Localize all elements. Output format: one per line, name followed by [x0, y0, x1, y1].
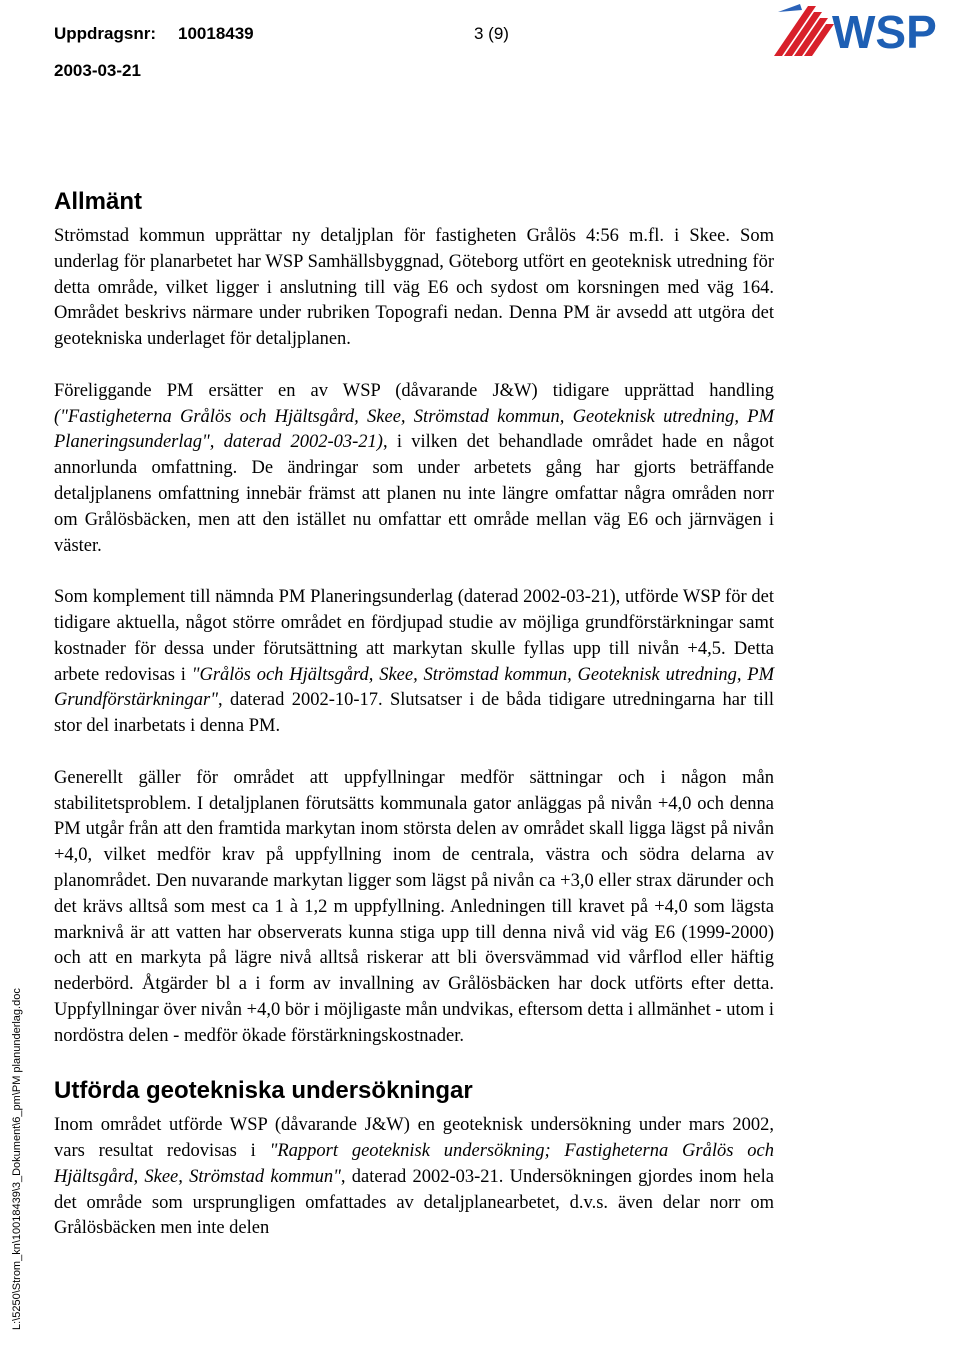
- text-run: Som komplement till nämnda PM Planeringsunderlag (daterad 2002-03-21), utförde WSP för det tidigare aktuella, något större området en fördjupad studie av möjliga grundförstärkningar samt kostnader för dessa under förutsättning att markytan skulle fyllas upp till nivån +4,5. Detta arbete redovisas i: [54, 587, 774, 685]
- italic-reference: ("Fastigheterna Grålös och Hjältsgård, Skee, Strömstad kommun, Geoteknisk utredning, PM Planeringsunderlag", daterad 2002-03-21): [54, 406, 774, 453]
- header-page-number: 3 (9): [474, 24, 509, 43]
- header-date: 2003-03-21: [54, 61, 141, 80]
- header-ref-number: 10018439: [178, 24, 254, 43]
- text-run: Föreliggande PM ersätter en av WSP (dåvarande J&W) tidigare upprättad handling: [54, 380, 774, 401]
- text-run: , daterad 2002-10-17. Slutsatser i de båda tidigare utredningarna har till stor del inarbetats i denna PM.: [54, 690, 774, 737]
- header-ref-label: Uppdragsnr:: [54, 24, 156, 43]
- body-paragraph: [54, 224, 774, 353]
- text-run: , i vilken det behandlade området hade en något annorlunda omfattning. De ändringar som under arbetets gång har gjorts beträffande detaljplanens omfattning innebär främst att planen nu inte längre omfattar några områden norr om Grålösbäcken, men att den istället nu omfattar ett område mellan väg E6 och järnvägen i väster.: [54, 432, 774, 556]
- text-run: , daterad 2002-03-21. Undersökningen gjordes inom hela det område som ursprungligen omfattades av detaljplanearbetet, d.v.s. även delar norr om Grålösbäcken men inte delen: [54, 1166, 774, 1239]
- italic-reference: "Grålös och Hjältsgård, Skee, Strömstad kommun, Geoteknisk utredning, PM Grundförstärkningar": [54, 664, 774, 711]
- section-heading: Allmänt: [54, 188, 143, 215]
- body-paragraph: [54, 585, 774, 740]
- italic-reference: "Rapport geoteknisk undersökning; Fastigheterna Grålös och Hjältsgård, Skee, Strömstad kommun": [54, 1141, 774, 1187]
- file-path-sidebar: L:\5250\Strom_kn\10018439\3_Dokument\6_pm\PM planunderlag.doc: [11, 988, 23, 1330]
- body-paragraph: [54, 379, 774, 560]
- wsp-logo-mark-icon: [774, 4, 834, 56]
- text-run: Inom området utförde WSP (dåvarande J&W) en geoteknisk undersökning under mars 2002, vars resultat redovisas i: [54, 1115, 774, 1162]
- body-paragraph: [54, 766, 774, 1050]
- text-run: Strömstad kommun upprättar ny detaljplan för fastigheten Grålös 4:56 m.fl. i Skee. Som underlag för planarbetet har WSP Samhällsbyggnad, Göteborg utfört en geoteknisk utredning för detta område, vilket ligger i anslutning till väg E6 och sydost om korsningen med väg 164. Området beskrivs närmare under rubriken Topografi nedan. Denna PM är avsedd att utgöra det geotekniska underlaget för detaljplanen.: [54, 226, 774, 350]
- wsp-logo: [770, 0, 960, 60]
- body-paragraph: [54, 1113, 774, 1242]
- section-heading: Utförda geotekniska undersökningar: [54, 1077, 473, 1105]
- document-body: [54, 186, 774, 1268]
- wsp-logo-text: WSP: [832, 6, 937, 58]
- text-run: Generellt gäller för området att uppfyllningar medför sättningar och i någon mån stabilitetsproblem. I detaljplanen förutsätts kommunala gator anläggas på nivån +4,0 och denna PM utgår från att den framtida markytan inom största delen av området skall ligga lägst på nivån +4,0, vilket medför krav på uppfyllning inom de centrala, västra och södra delarna av planområdet. Den nuvarande markytan ligger som lägst på nivån ca +3,0 eller strax därunder och det krävs alltså som mest ca 1 à 1,2 m uppfyllning. Anledningen till kravet på +4,0 som lägsta marknivå är att vatten har observerats kunna stiga upp till denna nivå vid väg E6 (1999-2000) och att en markyta på lägre nivå alltså riskerar att bli översvämmad vid vårflod eller häftig nederbörd. Åtgärder bl a i form av invallning av Grålösbäcken har dock utförts efter detta. Uppfyllningar över nivån +4,0 bör i möjligaste mån undvikas, eftersom detta i allmänhet - utom i nordöstra delen - medför ökade förstärkningskostnader.: [54, 767, 774, 1046]
